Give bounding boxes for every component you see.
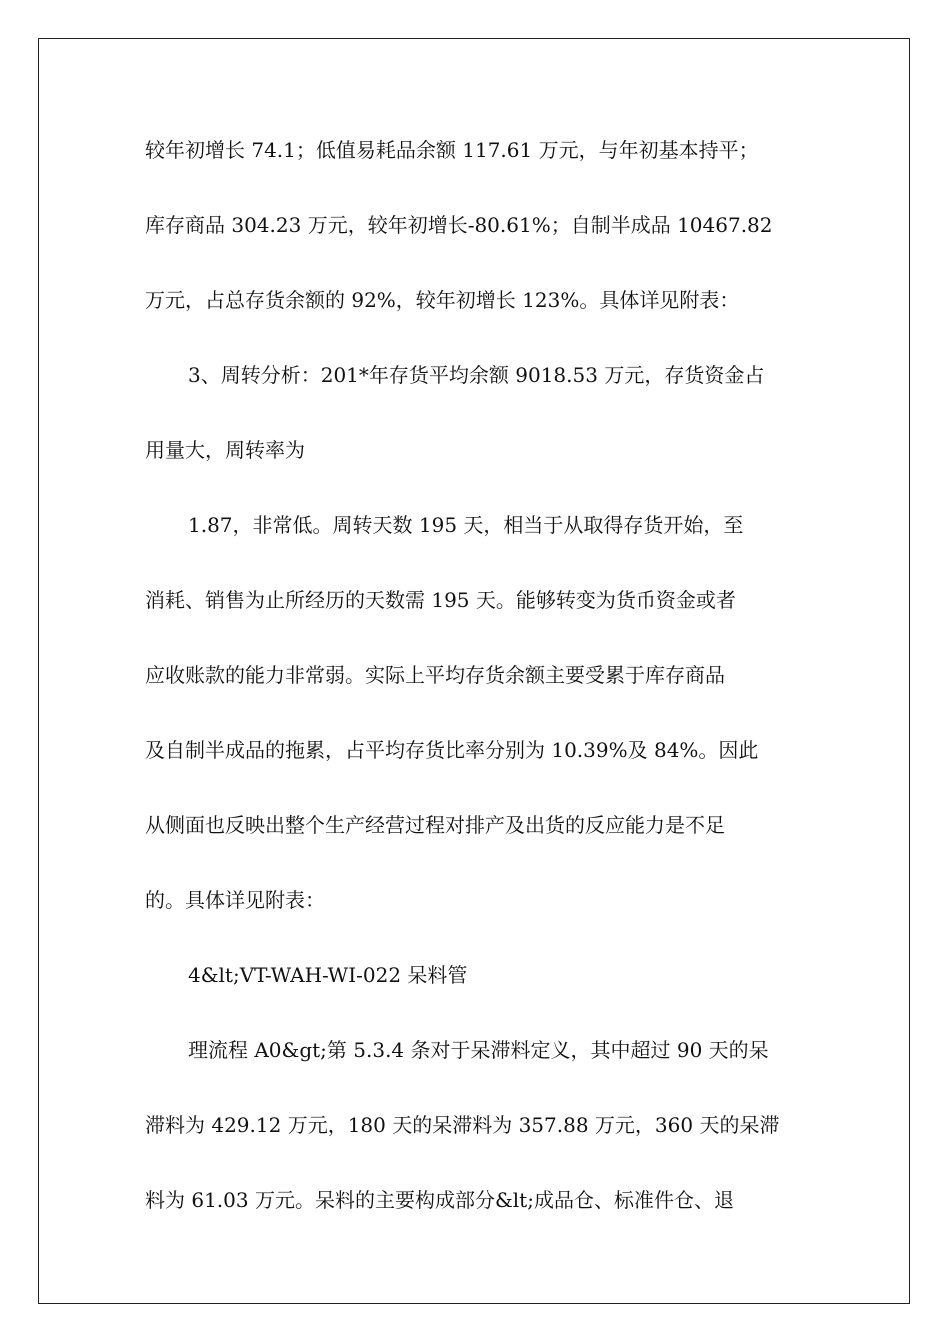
text-line: 1.87，非常低。周转天数 195 天，相当于从取得存货开始，至 <box>188 513 744 537</box>
text-line: 应收账款的能力非常弱。实际上平均存货余额主要受累于库存商品 <box>145 663 725 687</box>
text-line: 的。具体详见附表： <box>145 888 325 912</box>
text-line: 较年初增长 74.1；低值易耗品余额 117.61 万元，与年初基本持平； <box>145 138 759 162</box>
text-line: 用量大，周转率为 <box>145 438 305 462</box>
text-line: 及自制半成品的拖累，占平均存货比率分别为 10.39%及 84%。因此 <box>145 738 759 762</box>
text-line: 滞料为 429.12 万元，180 天的呆滞料为 357.88 万元，360 天的呆滞 <box>145 1113 780 1137</box>
text-line: 消耗、销售为止所经历的天数需 195 天。能够转变为货币资金或者 <box>145 588 736 612</box>
text-line: 从侧面也反映出整个生产经营过程对排产及出货的反应能力是不足 <box>145 813 725 837</box>
text-line: 理流程 A0&gt;第 5.3.4 条对于呆滞料定义，其中超过 90 天的呆 <box>188 1038 769 1062</box>
text-line: 料为 61.03 万元。呆料的主要构成部分&lt;成品仓、标准件仓、退 <box>145 1188 734 1212</box>
text-line: 库存商品 304.23 万元，较年初增长-80.61%；自制半成品 10467.82 <box>145 213 773 237</box>
text-line: 3、周转分析：201*年存货平均余额 9018.53 万元，存货资金占 <box>188 363 765 387</box>
text-line: 万元，占总存货余额的 92%，较年初增长 123%。具体详见附表： <box>145 288 740 312</box>
text-line: 4&lt;VT-WAH-WI-022 呆料管 <box>188 963 468 987</box>
